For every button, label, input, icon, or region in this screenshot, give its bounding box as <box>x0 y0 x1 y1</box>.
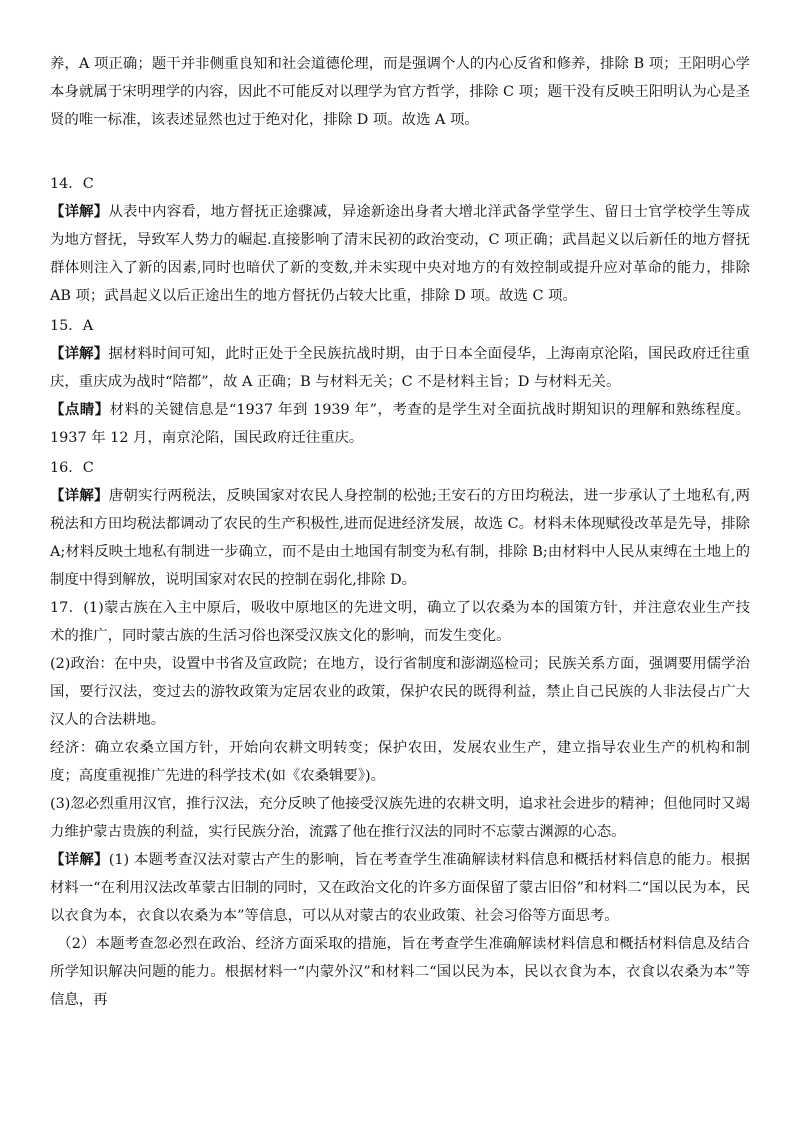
q16-detail-text: 唐朝实行两税法，反映国家对农民人身控制的松弛;王安石的方田均税法，进一步承认了土地私有,两税法和方田均税法都调动了农民的生产积极性,进而促进经济发展，故选 C。材料未体现赋役改革是先导，排除 A;材料反映土地私有制进一步确立，而不是由土地国有制变为私有制，排除 B;由材料中人民从束缚在土地上的制度中得到解放，说明国家对农民的控制在弱化,排除 D。 <box>50 488 750 588</box>
spacer <box>50 134 750 168</box>
q14-answer: 14．C <box>50 176 94 192</box>
q15-key-point <box>50 396 750 452</box>
detail-tag: 【详解】 <box>50 203 109 220</box>
q15-answer: 15．A <box>50 318 94 334</box>
key-point-tag: 【点睛】 <box>50 401 110 418</box>
q16-detail <box>50 482 750 594</box>
detail-tag: 【详解】 <box>50 345 109 362</box>
q15-detail <box>50 340 750 396</box>
document-page <box>50 50 750 1014</box>
q15-key-text: 材料的关键信息是“1937 年到 1939 年”，考查的是学生对全面抗战时期知识的理解和熟练程度。1937 年 12 月，南京沦陷，国民政府迁往重庆。 <box>50 402 750 446</box>
q17-part1: 17．(1)蒙古族在入主中原后，吸收中原地区的先进文明，确立了以农桑为本的国策方针，并注意农业生产技术的推广，同时蒙古族的生活习俗也深受汉族文化的影响，而发生变化。 <box>50 600 750 644</box>
q15-detail-text: 据材料时间可知，此时正处于全民族抗战时期，由于日本全面侵华，上海南京沦陷，国民政府迁往重庆，重庆成为战时“陪都”，故 A 正确；B 与材料无关；C 不是材料主旨；D 与材料无关。 <box>50 346 750 390</box>
q13-explanation-tail: 养，A 项正确；题干并非侧重良知和社会道德伦理，而是强调个人的内心反省和修养，排除 B 项；王阳明心学本身就属于宋明理学的内容，因此不可能反对以理学为官方哲学，排除 C 项；题干没有反映王阳明认为心是圣贤的唯一标准，该表述显然也过于绝对化，排除 D 项。故选 A 项。 <box>50 56 750 128</box>
q17-part3: (3)忽必烈重用汉官，推行汉法，充分反映了他接受汉族先进的农耕文明，追求社会进步的精神；但他同时又竭力维护蒙古贵族的利益，实行民族分治，流露了他在推行汉法的同时不忘蒙古渊源的心态。 <box>50 796 750 840</box>
q16-answer: 16．C <box>50 460 94 476</box>
q14-detail <box>50 198 750 310</box>
q17-part2-economy: 经济：确立农桑立国方针，开始向农耕文明转变；保护农田，发展农业生产，建立指导农业生产的机构和制度；高度重视推广先进的科学技术(如《农桑辑要》)。 <box>50 740 750 784</box>
q14-detail-text: 从表中内容看，地方督抚正途骤减，异途新途出身者大增北洋武备学堂学生、留日士官学校学生等成为地方督抚，导致军人势力的崛起.直接影响了清末民初的政治变动，C 项正确；武昌起义以后新任的地方督抚群体则注入了新的因素,同时也暗伏了新的变数,并未实现中央对地方的有效控制或提升应对革命的能力，排除 AB 项；武昌起义以后正途出生的地方督抚仍占较大比重，排除 D 项。故选 C 项。 <box>50 204 750 304</box>
q17-detail-1 <box>50 846 750 930</box>
q17-detail-2: （2）本题考查忽必烈在政治、经济方面采取的措施，旨在考查学生准确解读材料信息和概括材料信息及结合所学知识解决问题的能力。根据材料一“内蒙外汉”和材料二“国以民为本，民以衣食为本，衣食以农桑为本”等信息，再 <box>50 936 750 1008</box>
q17-detail1-text: (1) 本题考查汉法对蒙古产生的影响，旨在考查学生准确解读材料信息和概括材料信息的能力。根据材料一“在利用汉法改革蒙古旧制的同时，又在政治文化的许多方面保留了蒙古旧俗”和材料二“国以民为本，民以衣食为本，衣食以农桑为本”等信息，可以从对蒙古的农业政策、社会习俗等方面思考。 <box>50 852 750 924</box>
detail-tag: 【详解】 <box>50 487 109 504</box>
q17-part2-politics: (2)政治：在中央，设置中书省及宣政院；在地方，设行省制度和澎湖巡检司；民族关系方面，强调要用儒学治国，要行汉法，变过去的游牧政策为定居农业的政策，保护农民的既得利益，禁止自己民族的人非法侵占广大汉人的合法耕地。 <box>50 656 750 728</box>
detail-tag: 【详解】 <box>50 851 109 868</box>
